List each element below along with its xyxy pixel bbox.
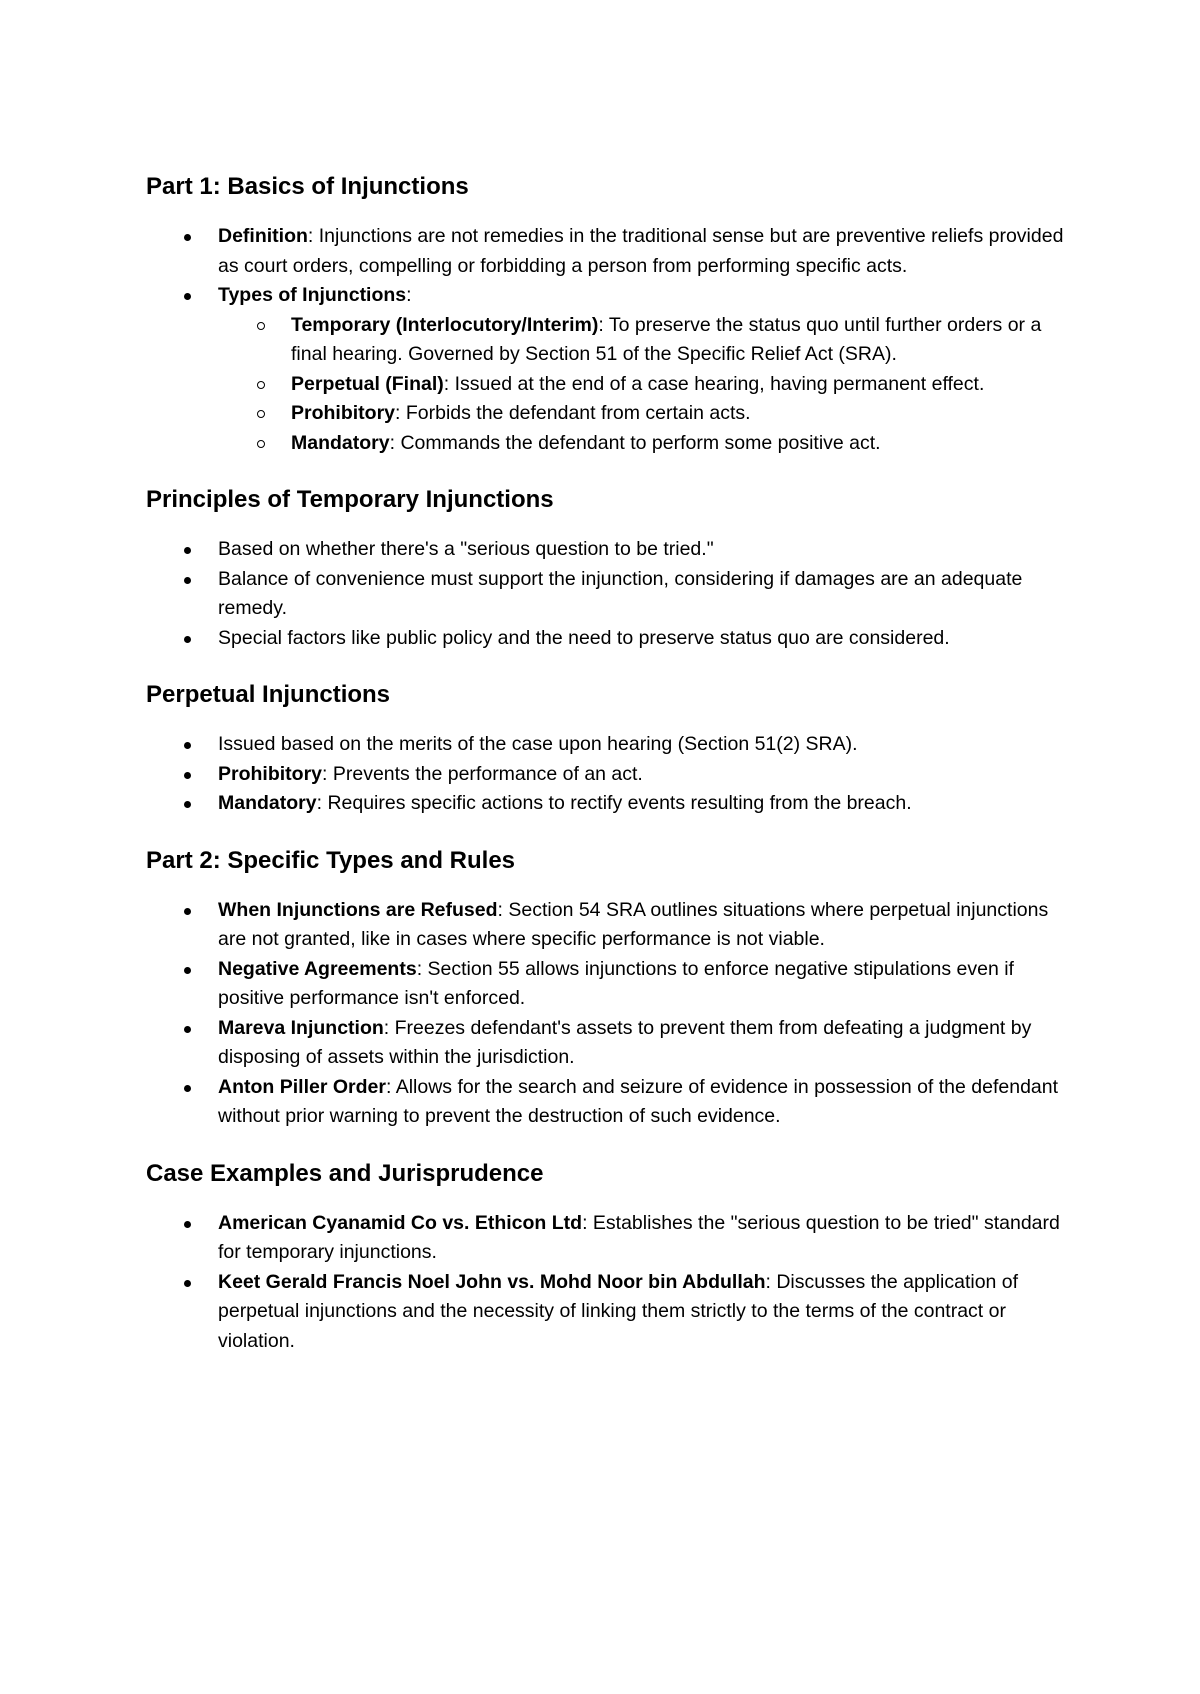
sub-list-item	[291, 429, 1076, 459]
section-heading: Part 2: Specific Types and Rules	[146, 846, 516, 874]
item-text: : Requires specific actions to rectify events resulting from the breach.	[316, 792, 912, 814]
list-item	[218, 565, 1076, 624]
item-term: Anton Piller Order	[218, 1075, 386, 1098]
section-heading: Perpetual Injunctions	[146, 681, 391, 708]
item-text: : Freezes defendant's assets to prevent them from defeating a judgment by disposing of assets within the jurisdiction.	[218, 1016, 1032, 1068]
item-term: Definition	[218, 225, 308, 247]
item-text: : Establishes the "serious question to be tried" standard for temporary injunctions.	[218, 1211, 1060, 1263]
item-text: : Allows for the search and seizure of evidence in possession of the defendant without prior warning to prevent the destruction of such evidence.	[218, 1075, 1059, 1127]
section-heading: Part 1: Basics of Injunctions	[146, 173, 469, 200]
item-term: American Cyanamid Co vs. Ethicon Ltd	[218, 1211, 583, 1234]
item-text: : Section 54 SRA outlines situations where perpetual injunctions are not granted, like in cases where specific performance is not viable.	[218, 898, 1049, 950]
list-item	[218, 1014, 1076, 1073]
item-text: : Commands the defendant to perform some positive act.	[389, 431, 881, 454]
document-body	[146, 170, 1076, 1356]
list-item	[218, 281, 1076, 458]
item-text: : Issued at the end of a case hearing, having permanent effect.	[443, 372, 985, 395]
list-item	[218, 789, 1076, 819]
item-term: Keet Gerald Francis Noel John vs. Mohd Noor bin Abdullah	[218, 1270, 766, 1293]
item-term: Temporary (Interlocutory/Interim)	[291, 313, 599, 336]
sub-list-item	[291, 399, 1076, 429]
bullet-list	[146, 535, 1076, 653]
list-item	[218, 955, 1076, 1014]
item-text: : Section 55 allows injunctions to enforce negative stipulations even if positive performance isn't enforced.	[218, 957, 1014, 1009]
item-text: : Discusses the application of perpetual injunctions and the necessity of linking them strictly to the terms of the contract or violation.	[218, 1270, 1019, 1352]
list-item	[218, 535, 1076, 565]
item-text: Balance of convenience must support the injunction, considering if damages are an adequate remedy.	[218, 567, 1023, 619]
section-heading: Principles of Temporary Injunctions	[146, 486, 554, 513]
sub-list-item	[291, 370, 1076, 400]
section-heading: Case Examples and Jurisprudence	[146, 1159, 544, 1187]
sub-bullet-list	[218, 311, 1076, 459]
item-text: Based on whether there's a "serious question to be tried."	[218, 538, 714, 560]
item-term: Mandatory	[291, 431, 390, 454]
item-text: : Forbids the defendant from certain acts.	[395, 402, 751, 424]
item-term: Types of Injunctions	[218, 284, 407, 306]
item-term: When Injunctions are Refused	[218, 898, 498, 921]
bullet-list	[146, 896, 1076, 1132]
item-text: Issued based on the merits of the case upon hearing (Section 51(2) SRA).	[218, 733, 858, 755]
list-item	[218, 760, 1076, 790]
item-term: Mandatory	[218, 792, 317, 814]
list-item	[218, 896, 1076, 955]
list-item	[218, 1209, 1076, 1268]
item-term: Mareva Injunction	[218, 1016, 384, 1039]
item-term: Negative Agreements	[218, 957, 417, 980]
bullet-list	[146, 730, 1076, 819]
item-text: Special factors like public policy and the need to preserve status quo are considered.	[218, 626, 950, 649]
bullet-list	[146, 222, 1076, 458]
list-item	[218, 624, 1076, 654]
item-text: :	[406, 284, 412, 306]
bullet-list	[146, 1209, 1076, 1357]
item-term: Prohibitory	[291, 402, 396, 424]
item-text: : Prevents the performance of an act.	[322, 762, 643, 785]
list-item	[218, 1073, 1076, 1132]
list-item	[218, 1268, 1076, 1357]
item-text: : To preserve the status quo until further orders or a final hearing. Governed by Section 51 of the Specific Relief Act (SRA).	[291, 313, 1042, 365]
list-item	[218, 222, 1076, 281]
sub-list-item	[291, 311, 1076, 370]
item-term: Prohibitory	[218, 762, 323, 785]
item-text: : Injunctions are not remedies in the traditional sense but are preventive reliefs provided as court orders, compelling or forbidding a person from performing specific acts.	[218, 225, 1064, 277]
list-item	[218, 730, 1076, 760]
item-term: Perpetual (Final)	[291, 372, 444, 395]
